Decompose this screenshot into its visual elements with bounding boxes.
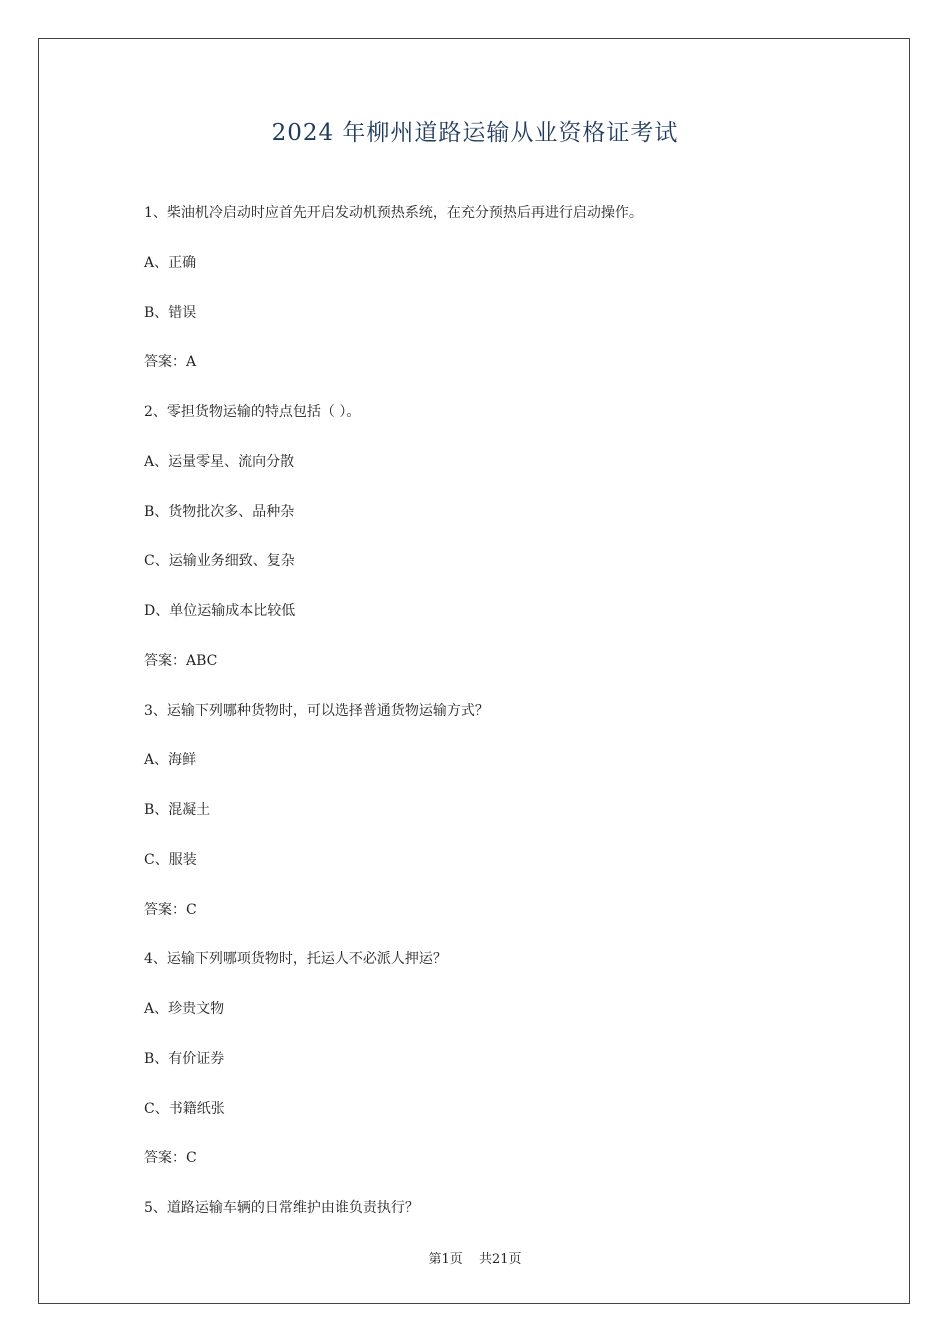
question-list [144, 202, 844, 1247]
answer-1: 答案：A [144, 354, 197, 371]
option-4b: B、有价证券 [144, 1050, 225, 1067]
option-1b: B、错误 [144, 304, 197, 321]
question-5: 5、道路运输车辆的日常维护由谁负责执行？ [144, 1200, 419, 1216]
page-number: 第1页 [428, 1252, 463, 1267]
option-4a: A、珍贵文物 [144, 1001, 225, 1017]
answer-3: 答案：C [144, 901, 197, 918]
page-footer [0, 1248, 950, 1267]
option-3c: C、服装 [144, 851, 197, 868]
option-4c: C、书籍纸张 [144, 1100, 225, 1117]
answer-2: 答案：ABC [144, 652, 218, 669]
question-4: 4、运输下列哪项货物时，托运人不必派人押运？ [144, 951, 447, 968]
document-title: 2024 年柳州道路运输从业资格证考试 [271, 120, 679, 146]
question-2: 2、零担货物运输的特点包括（ ）。 [144, 404, 361, 420]
option-2a: A、运量零星、流向分散 [144, 453, 295, 470]
page-total: 共21页 [478, 1252, 522, 1267]
option-2b: B、货物批次多、品种杂 [144, 503, 295, 520]
option-3b: B、混凝土 [144, 802, 211, 818]
question-3: 3、运输下列哪种货物时，可以选择普通货物运输方式？ [144, 702, 489, 719]
option-1a: A、正确 [144, 254, 197, 271]
question-1: 1、柴油机冷启动时应首先开启发动机预热系统，在充分预热后再进行启动操作。 [144, 205, 643, 221]
option-2c: C、运输业务细致、复杂 [144, 553, 295, 570]
option-2d: D、单位运输成本比较低 [144, 603, 296, 619]
answer-4: 答案：C [144, 1150, 197, 1167]
option-3a: A、海鲜 [144, 752, 197, 769]
